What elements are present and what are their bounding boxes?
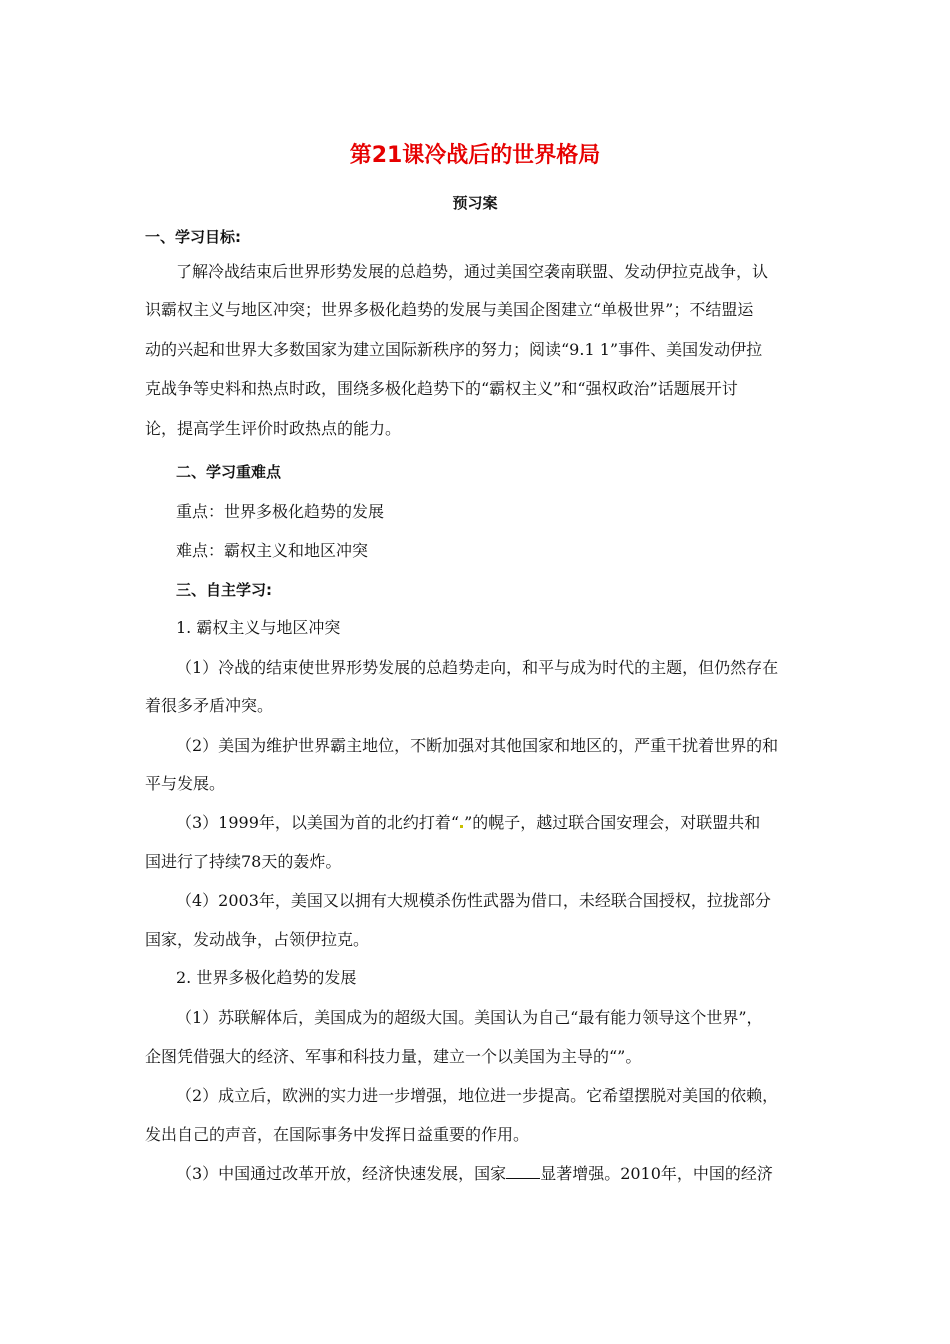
part1-item3-line1 — [176, 813, 810, 833]
part1-item4-line1: （4）2003年，美国又以拥有大规模杀伤性武器为借口，未经联合国授权，拉拢部分 — [176, 891, 771, 910]
objectives-line-3: 动的兴起和世界大多数国家为建立国际新秩序的努力；阅读“9.1 1”事件、美国发动伊拉 — [145, 340, 763, 359]
objectives-line-4: 克战争等史料和热点时政，围绕多极化趋势下的“霸权主义”和“强权政治”话题展开讨 — [145, 379, 738, 398]
part1-item3-text-a: （3）1999年，以美国为首的北约打着“ — [176, 813, 460, 832]
subtitle: 预习案 — [452, 194, 498, 212]
part1-item3-text-b: ”的幌子，越过联合国安理会，对联盟共和 — [464, 813, 761, 832]
fill-in-blank — [506, 1164, 540, 1179]
part2-item3-text-b: 显著增强。2010年，中国的经济 — [540, 1164, 773, 1183]
part1-item3-line2: 国进行了持续78天的轰炸。 — [145, 852, 342, 871]
section-heading-self-study: 三、自主学习: — [176, 581, 272, 599]
section-heading-keypoints: 二、学习重难点 — [176, 463, 282, 481]
difficult-point: 难点：霸权主义和地区冲突 — [176, 541, 369, 560]
page-title: 第21课冷战后的世界格局 — [349, 143, 601, 168]
part1-item4-line2: 国家，发动战争，占领伊拉克。 — [145, 930, 370, 949]
key-point: 重点：世界多极化趋势的发展 — [176, 502, 385, 521]
part2-title: 2. 世界多极化趋势的发展 — [176, 968, 357, 987]
section-heading-objectives: 一、学习目标: — [145, 228, 241, 246]
part2-item2-line1: （2）成立后，欧洲的实力进一步增强，地位进一步提高。它希望摆脱对美国的依赖， — [176, 1086, 779, 1105]
part2-item3-line1 — [176, 1164, 810, 1184]
part2-item1-line1: （1）苏联解体后，美国成为的超级大国。美国认为自己“最有能力领导这个世界”， — [176, 1008, 763, 1027]
part1-item1-line1: （1）冷战的结束使世界形势发展的总趋势走向，和平与成为时代的主题，但仍然存在 — [176, 658, 779, 677]
objectives-line-5: 论，提高学生评价时政热点的能力。 — [145, 419, 402, 438]
part2-item1-line2: 企图凭借强大的经济、军事和科技力量，建立一个以美国为主导的“”。 — [145, 1047, 642, 1066]
part2-item3-text-a: （3）中国通过改革开放，经济快速发展，国家 — [176, 1164, 507, 1183]
part1-item2-line1: （2）美国为维护世界霸主地位，不断加强对其他国家和地区的，严重干扰着世界的和 — [176, 736, 779, 755]
part2-item2-line2: 发出自己的声音，在国际事务中发挥日益重要的作用。 — [145, 1125, 530, 1144]
part1-item1-line2: 着很多矛盾冲突。 — [145, 696, 274, 715]
objectives-line-1: 了解冷战结束后世界形势发展的总趋势，通过美国空袭南联盟、发动伊拉克战争，认 — [176, 262, 769, 281]
part1-item2-line2: 平与发展。 — [145, 774, 226, 793]
fill-in-dot — [460, 825, 463, 828]
objectives-line-2: 识霸权主义与地区冲突；世界多极化趋势的发展与美国企图建立“单极世界”；不结盟运 — [145, 300, 754, 319]
part1-title: 1. 霸权主义与地区冲突 — [176, 618, 341, 637]
